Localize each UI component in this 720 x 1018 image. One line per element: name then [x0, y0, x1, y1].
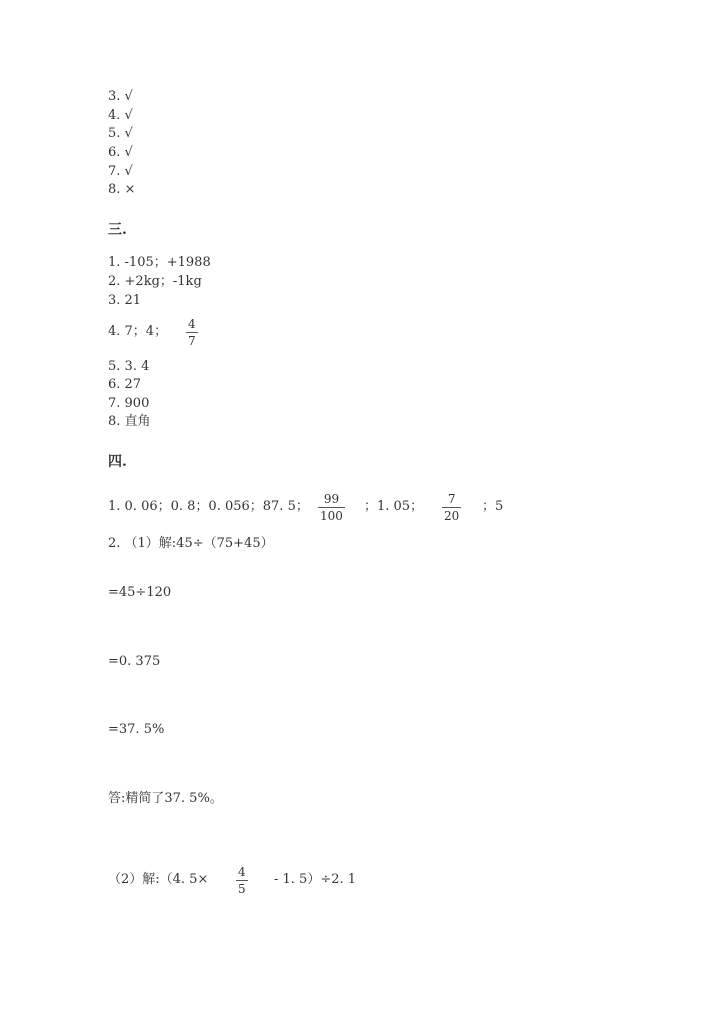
- fraction-7-over-20: [442, 492, 461, 523]
- q1-part-c: ；5: [482, 499, 504, 514]
- answer-line-5: 5. √: [108, 126, 133, 141]
- answer-line-4: 4. √: [108, 108, 133, 123]
- fraction-denominator: 5: [238, 882, 246, 896]
- fraction-four-fifths: [236, 865, 248, 896]
- section-4-heading: 四.: [108, 454, 127, 470]
- section-3-heading: 三.: [108, 222, 127, 238]
- answer-line-3: 3. √: [108, 89, 133, 104]
- fraction-numerator: 4: [188, 317, 196, 331]
- fraction-denominator: 100: [320, 509, 343, 523]
- section-3-item-7: 7. 900: [108, 396, 150, 411]
- fraction-99-over-100: [318, 492, 345, 523]
- q2-1-line: 2. （1）解:45÷（75+45）: [108, 536, 274, 551]
- q2-2-part-a: （2）解:（4. 5×: [108, 872, 209, 887]
- section-3-item-5: 5. 3. 4: [108, 359, 150, 374]
- q2-2-part-b: - 1. 5）÷2. 1: [274, 872, 357, 887]
- answer-line-8: 8. ×: [108, 182, 136, 197]
- answer-line-6: 6. √: [108, 145, 133, 160]
- section-3-item-8: 8. 直角: [108, 414, 151, 429]
- q2-1-answer: 答:精简了37. 5%。: [108, 791, 223, 806]
- fraction-denominator: 20: [444, 509, 460, 523]
- q1-part-a: 1. 0. 06；0. 8；0. 056；87. 5；: [108, 499, 309, 514]
- q1-part-b: ；1. 05；: [364, 499, 424, 514]
- q2-1-step-1: =45÷120: [108, 585, 172, 600]
- section-3-item-4: 4. 7；4；: [108, 324, 168, 339]
- q2-1-step-2: =0. 375: [108, 654, 161, 669]
- section-3-item-3: 3. 21: [108, 293, 142, 308]
- fraction-numerator: 4: [238, 865, 246, 879]
- fraction-numerator: 99: [323, 492, 340, 506]
- section-3-item-1: 1. -105；+1988: [108, 255, 211, 270]
- fraction-denominator: 7: [188, 334, 196, 348]
- q2-1-step-3: =37. 5%: [108, 722, 165, 737]
- fraction-numerator: 7: [447, 492, 456, 506]
- section-3-item-6: 6. 27: [108, 377, 142, 392]
- answer-line-7: 7. √: [108, 164, 133, 179]
- fraction-four-sevenths: [186, 317, 198, 348]
- section-3-item-2: 2. +2kg；-1kg: [108, 274, 202, 289]
